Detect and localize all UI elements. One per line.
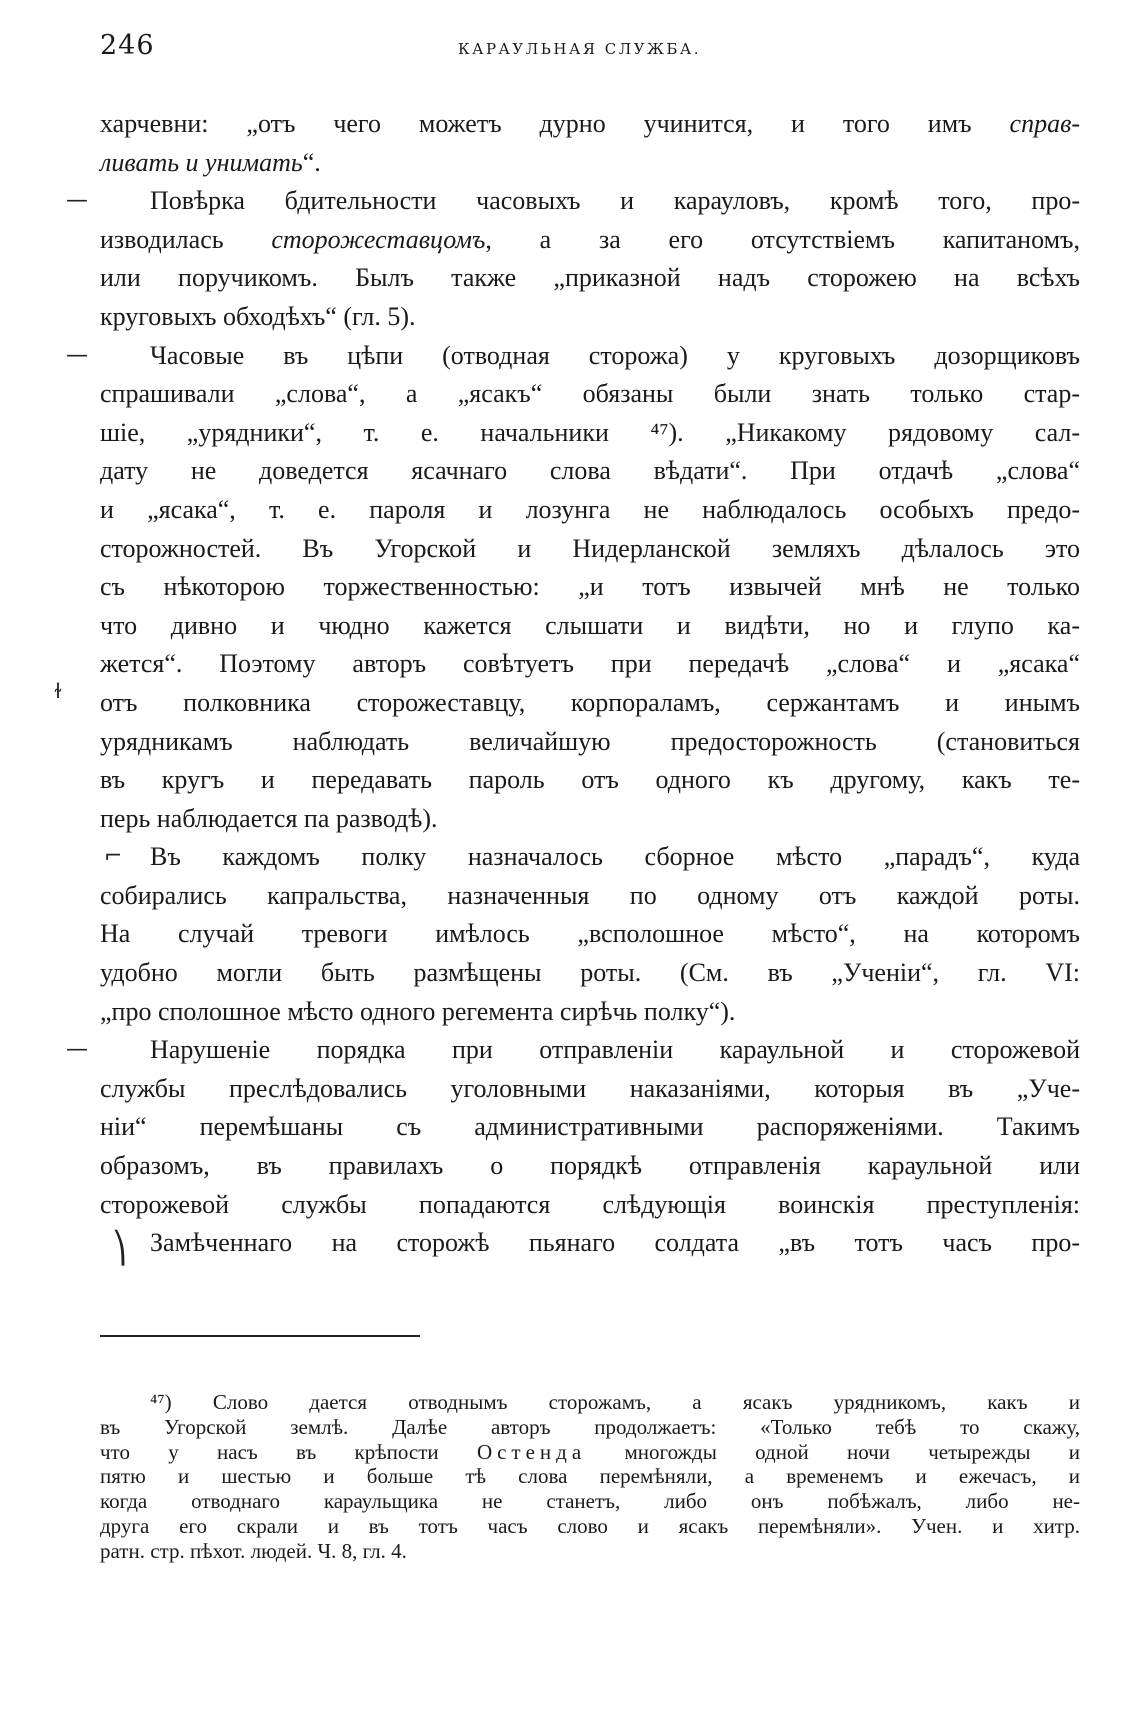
footnote-line: ⁴⁷) Слово дается отводнымъ сторожамъ, а ясакъ урядникомъ, какъ и	[150, 1390, 1080, 1414]
text-line: спрашивали „слова“, а „ясакъ“ обязаны были знать только стар-	[100, 379, 1080, 409]
text-line: собирались капральства, назначенныя по одному отъ каждой роты.	[100, 880, 1080, 910]
text-line: что дивно и чюдно кажется слышати и видѣти, но и глупо ка-	[100, 610, 1080, 640]
text-line: ⌐ Въ каждомъ полку назначалось сборное мѣсто „парадъ“, куда	[100, 838, 1080, 877]
footnote-line: въ Угорской землѣ. Далѣе авторъ продолжаетъ: «Только тебѣ то скажу,	[100, 1414, 1080, 1439]
text-line: службы преслѣдовались уголовными наказаніями, которыя въ „Уче-	[100, 1073, 1080, 1103]
text-line: перь наблюдается па разводѣ).	[100, 803, 438, 833]
text-line: ніи“ перемѣшаны съ административными распоряженіями. Такимъ	[100, 1112, 1080, 1142]
text-line: круговыхъ обходѣхъ“ (гл. 5).	[100, 301, 416, 331]
text-line: образомъ, въ правилахъ о порядкѣ отправленія караульной или	[100, 1151, 1080, 1181]
body-text	[54, 105, 1081, 1267]
text-line: удобно могли быть размѣщены роты. (См. въ „Ученіи“, гл. VI:	[100, 958, 1080, 988]
dash-mark-icon: ⌐	[104, 844, 123, 870]
text-line: ⎞ Замѣченнаго на сторожѣ пьянаго солдата „въ тотъ часъ про-	[100, 1224, 1080, 1263]
dash-mark-icon: —	[66, 342, 88, 368]
text-line: шіе, „урядники“, т. е. начальники ⁴⁷). „Никакому рядовому сал-	[100, 417, 1080, 447]
check-mark-icon: ɫ	[54, 678, 62, 703]
footnote-divider	[100, 1335, 420, 1337]
footnote-line: ратн. стр. пѣхот. людей. Ч. 8, гл. 4.	[100, 1538, 407, 1563]
text-line: урядникамъ наблюдать величайшую предосторожность (становиться	[100, 726, 1080, 756]
text-line: или поручикомъ. Былъ также „приказной надъ сторожею на всѣхъ	[100, 263, 1080, 293]
text-line: изводилась сторожеставцомъ, а за его отсутствіемъ капитаномъ,	[100, 224, 1080, 254]
text-line: жется“. Поэтому авторъ совѣтуетъ при передачѣ „слова“ и „ясака“	[100, 649, 1080, 679]
dash-mark-icon: —	[66, 1037, 88, 1063]
footnote	[100, 1390, 1080, 1564]
footnote-line: что у насъ въ крѣпости Остенда многожды одной ночи четырежды и	[100, 1439, 1081, 1464]
footnote-line: когда отводнаго караульщика не станетъ, либо онъ побѣжалъ, либо не-	[100, 1489, 1080, 1514]
text-line: На случай тревоги имѣлось „всполошное мѣсто“, на которомъ	[100, 919, 1080, 949]
text-line: сторожевой службы попадаются слѣдующія воинскія преступленія:	[100, 1189, 1080, 1219]
page-number: 246	[100, 30, 155, 61]
page-header	[100, 26, 1080, 66]
dash-mark-icon: —	[66, 188, 88, 214]
text-line: — Часовые въ цѣпи (отводная сторожа) у круговыхъ дозорщиковъ	[100, 337, 1080, 376]
bracket-mark-icon: ⎞	[112, 1231, 127, 1267]
text-line: харчевни: „отъ чего можетъ дурно учинится, и того имъ справ-	[100, 109, 1081, 138]
text-line: съ нѣкоторою торжественностью: „и тотъ извычей мнѣ не только	[100, 572, 1080, 602]
footnote-line: пятю и шестью и больше тѣ слова перемѣняли, а временемъ и ежечасъ, и	[100, 1464, 1080, 1489]
text-line: и „ясака“, т. е. пароля и лозунга не наблюдалось особыхъ предо-	[100, 494, 1080, 524]
text-line: — Нарушеніе порядка при отправленіи караульной и сторожевой	[100, 1031, 1080, 1070]
text-line: въ кругъ и передавать пароль отъ одного къ другому, какъ те-	[100, 765, 1080, 795]
text-line: — Повѣрка бдительности часовыхъ и карауловъ, кромѣ того, про-	[100, 182, 1080, 221]
text-line: дату не доведется ясачнаго слова вѣдати“. При отдачѣ „слова“	[100, 456, 1080, 486]
text-line: ɫ отъ полковника сторожеставцу, корпораламъ, сержантамъ и инымъ	[100, 684, 1080, 723]
running-title: КАРАУЛЬНАЯ СЛУЖБА.	[458, 40, 702, 58]
text-line: сторожностей. Въ Угорской и Нидерланской земляхъ дѣлалось это	[100, 533, 1080, 563]
text-line: „про сполошное мѣсто одного регемента сирѣчь полку“).	[100, 996, 736, 1026]
text-line: ливать и унимать“.	[100, 147, 321, 177]
footnote-line: друга его скрали и въ тотъ часъ слово и ясакъ перемѣняли». Учен. и хитр.	[100, 1513, 1080, 1538]
